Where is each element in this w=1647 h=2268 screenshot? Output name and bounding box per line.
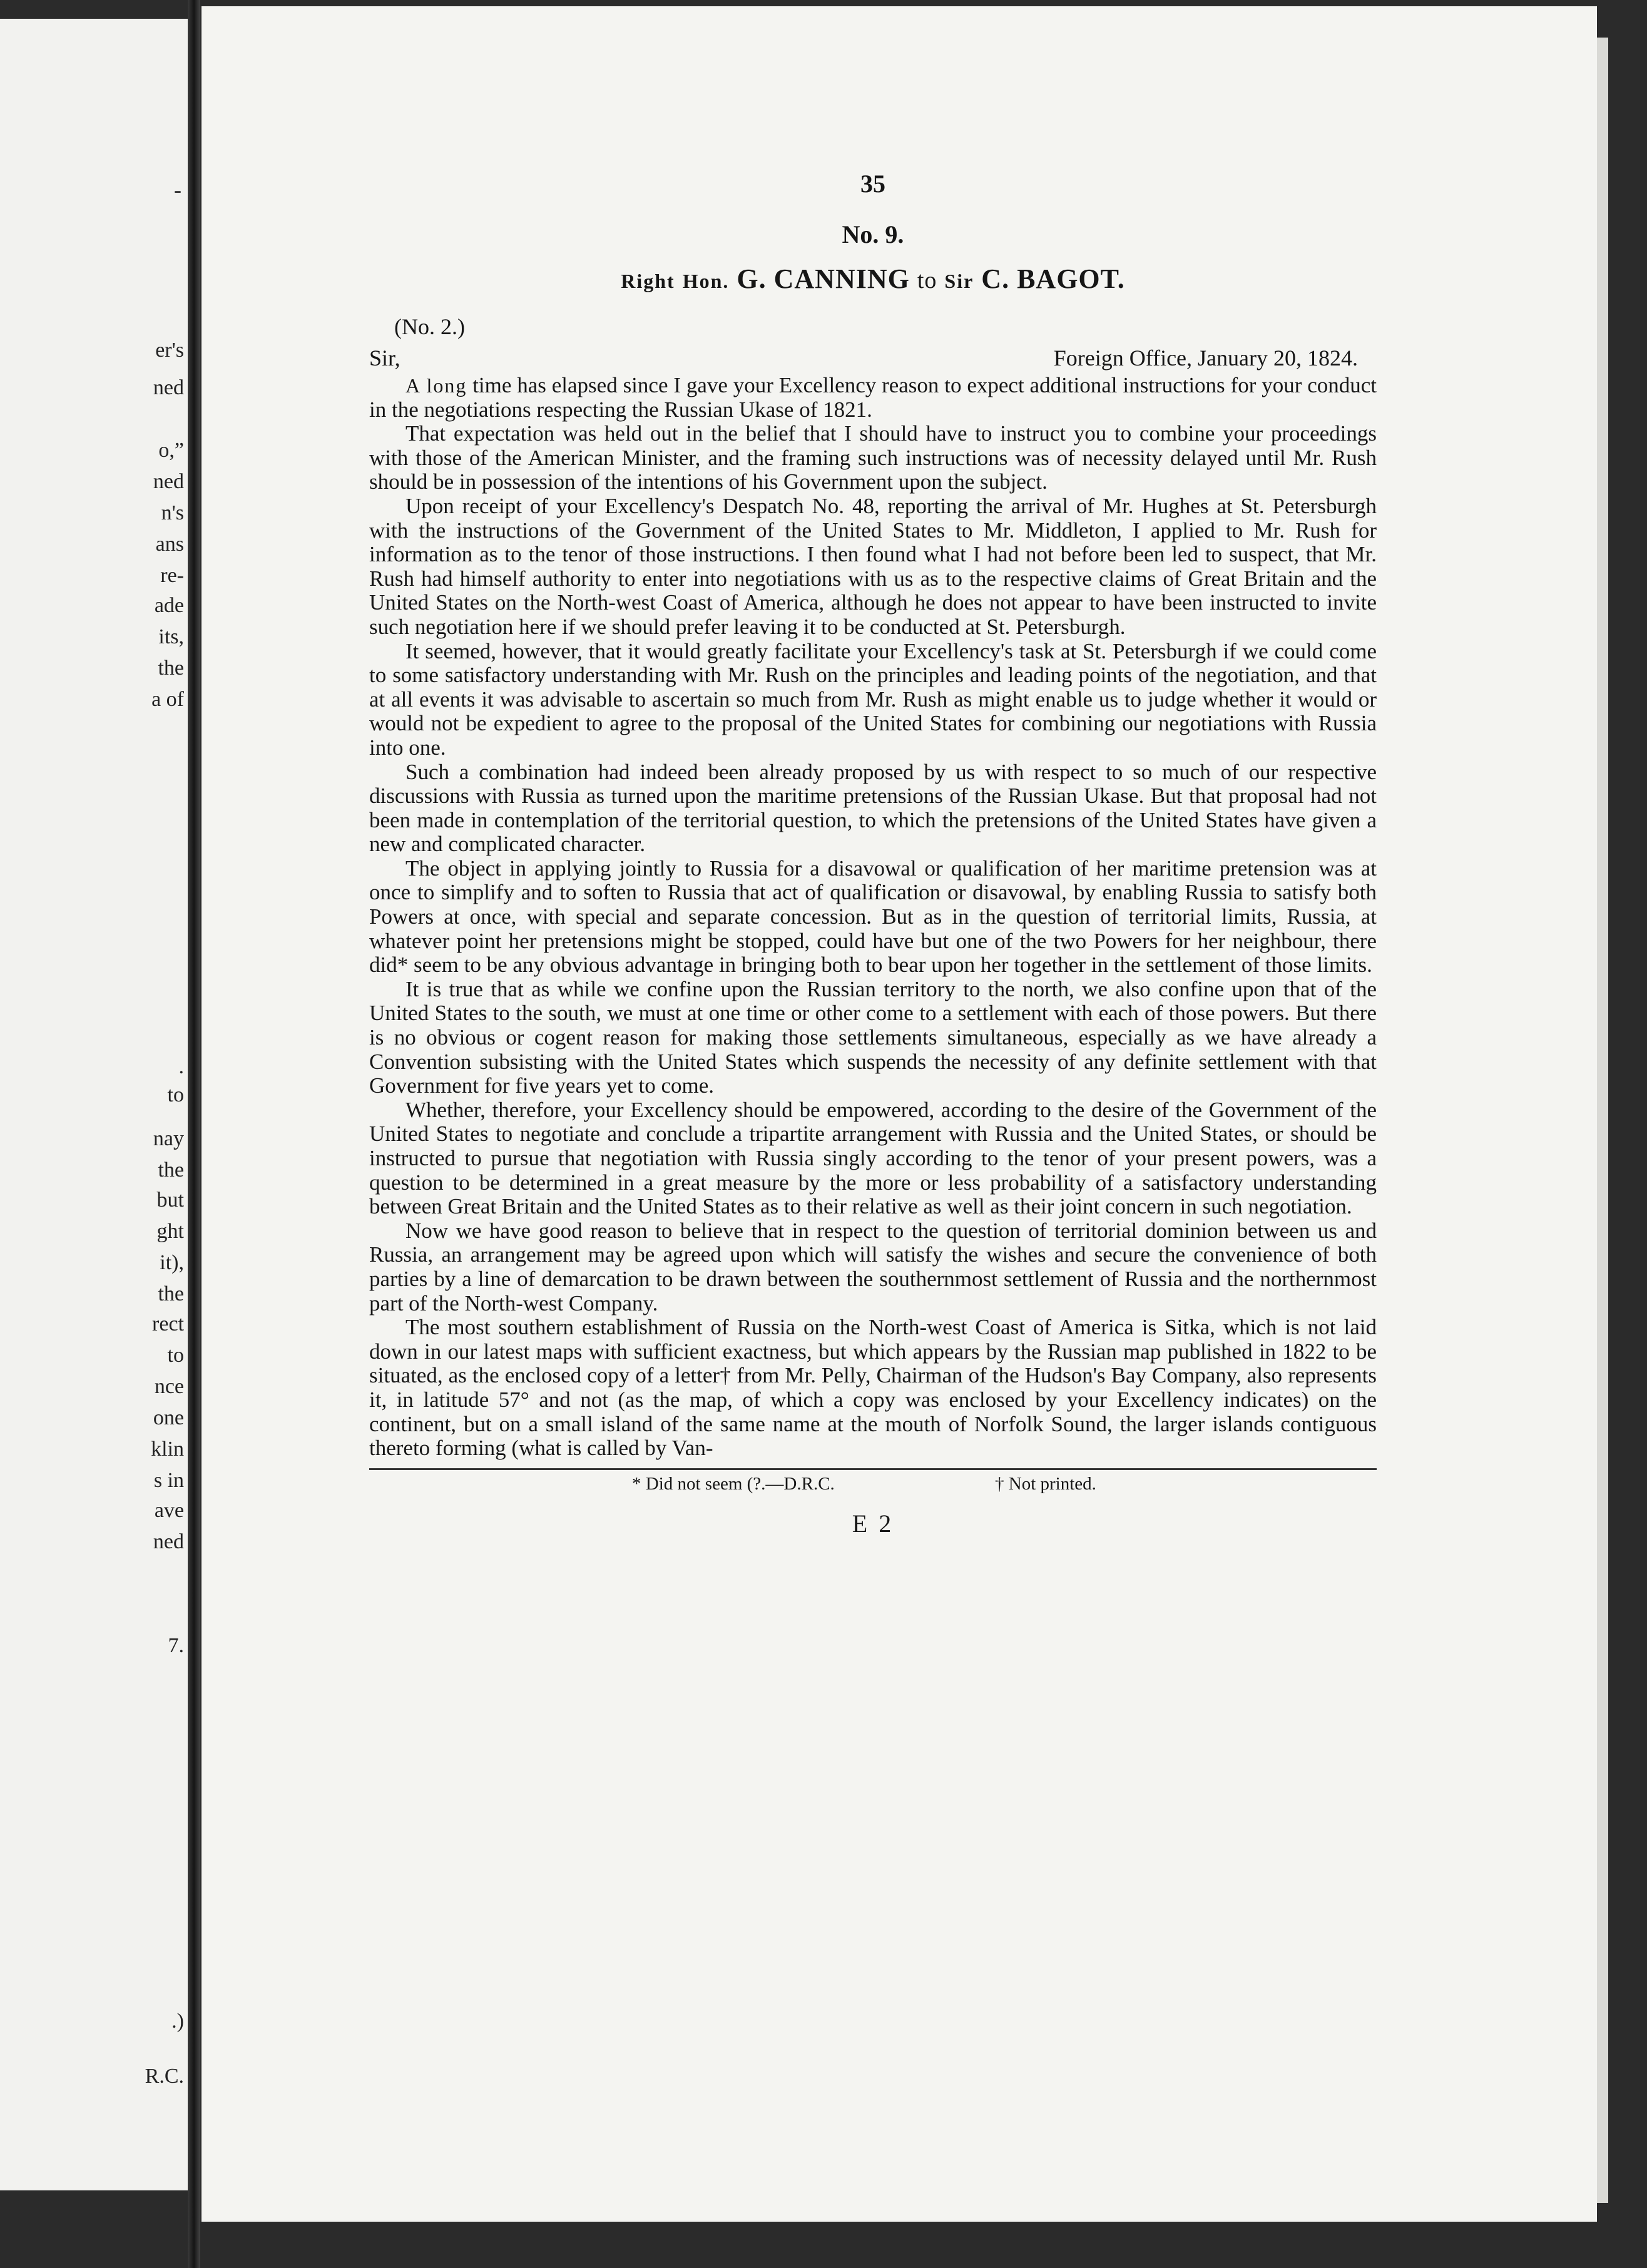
paragraph: Whether, therefore, your Excellency should be empowered, according to the desire of the Government of the United States to negotiate and conclude a tripartite arrangement with Russia and the United States, or should be instructed to pursue that negotiation with Russia singly according to the tenor of your present powers, was a question to be determined in a great measure by the more or less probability of a satisfactory understanding between Great Britain and the United States as to their relative as well as their joint concern in such negotiation. <box>369 1097 1377 1219</box>
page-number: 35 <box>860 170 885 198</box>
left-page-edge <box>0 19 188 2190</box>
letter-heading <box>369 263 1377 295</box>
paragraph: Now we have good reason to believe that in respect to the question of territorial dominion between us and Russia, an arrangement may be agreed upon which will satisfy the wishes and secure the convenience of both parties by a line of demarcation to be drawn between the southernmost settlement of Russia and the northernmost part of the North-west Company. <box>369 1218 1377 1315</box>
opening-smallcaps: A long <box>405 374 467 397</box>
left-page-fragment: s in <box>153 1469 184 1492</box>
letter-body <box>369 374 1377 1461</box>
left-page-fragment: ans <box>155 533 184 556</box>
left-page-fragment: the <box>158 656 184 680</box>
footnote-2: † Not printed. <box>995 1473 1096 1494</box>
left-page-fragment: nay <box>153 1127 184 1150</box>
left-page-fragment: re- <box>160 564 184 587</box>
salutation: Sir, <box>369 345 400 370</box>
paragraph: It is true that as while we confine upon the Russian territory to the north, we also confine upon that of the United States to the south, we must at one time or other come to a settlement with each of those powers. But there is no obvious or cogent reason for making those settlements simultaneous, especially as we have already a Convention subsisting with the United States which suspends the necessity of any definite settlement with that Government for five years yet to come. <box>369 976 1377 1098</box>
left-page-fragment: a of <box>151 688 184 711</box>
heading-sir: Sir <box>944 270 974 292</box>
left-page-fragment: ade <box>154 594 184 617</box>
left-page-fragment: the <box>158 1158 184 1182</box>
left-page-fragment: ned <box>153 1530 184 1553</box>
heading-to: to <box>917 267 937 294</box>
footnotes <box>369 1474 1377 1500</box>
left-page-fragment: ave <box>154 1499 184 1522</box>
left-page-fragment: nce <box>154 1375 184 1398</box>
place-date: Foreign Office, January 20, 1824. <box>1053 345 1358 370</box>
page-edge-shadow <box>1597 38 1608 2203</box>
left-page-fragment: ght <box>156 1220 184 1243</box>
paragraph: Such a combination had indeed been already proposed by us with respect to so much of our respective discussions with Russia as turned upon the maritime pretensions of the Russian Ukase. But that proposal had not been made in contemplation of the territorial question, to which the pretensions of the United States have given a new and complicated character. <box>369 759 1377 857</box>
heading-right: Right <box>621 270 675 292</box>
left-page-fragment: klin <box>151 1438 184 1461</box>
left-page-fragment: the <box>158 1282 184 1305</box>
left-page-fragment: er's <box>155 339 184 362</box>
salutation-row <box>369 345 1377 374</box>
page-content <box>369 169 1377 1538</box>
paragraph: The object in applying jointly to Russia for a disavowal or qualification of her maritime pretension was at once to simplify and to soften to Russia that act of qualification or disavowal, by enabling Russia to satisfy both Powers at once, with special and separate concession. But as in the question of territorial limits, Russia, at whatever point her pretensions might be stopped, could have but one of the two Powers for her neighbour, there did* seem to be any obvious advantage in bringing both to bear upon her together in the settlement of those limits. <box>369 856 1377 978</box>
paragraph: The most southern establishment of Russia on the North-west Coast of America is Sitka, which is not laid down in our latest maps with sufficient exactness, but which appears by the Russian map published in 1822 to be situated, as the enclosed copy of a letter† from Mr. Pelly, Chairman of the Hudson's Bay Company, also represents it, in latitude 57° and not (as the map, of which a copy was enclosed by your Excellency indicates) on the continent, but on a small island of the same name at the mouth of Norfolk Sound, the larger islands contiguous thereto forming (what is called by Van- <box>369 1315 1377 1461</box>
paragraph-text: time has elapsed since I gave your Excellency reason to expect additional instructions for your conduct in the negotiations respecting the Russian Ukase of 1821. <box>369 373 1377 422</box>
left-page-fragment: . <box>178 1055 184 1078</box>
paragraph: That expectation was held out in the belief that I should have to instruct you to combine your proceedings with those of the American Minister, and the framing such instructions was of necessity delayed until Mr. Rush should be in possession of the intentions of his Government upon the subject. <box>369 421 1377 494</box>
paragraph: It seemed, however, that it would greatly facilitate your Excellency's task at St. Petersburgh if we could come to some satisfactory understanding with Mr. Rush on the principles and leading points of the negotiation, and that at all events it was advisable to ascertain so much from Mr. Rush as might enable us to judge whether it would or would not be expedient to agree to the proposal of the United States for combining our negotiations with Russia into one. <box>369 638 1377 760</box>
left-page-fragment: o,” <box>158 439 184 462</box>
book-gutter <box>188 0 200 2268</box>
left-page-fragment: n's <box>161 501 184 524</box>
despatch-number: (No. 2.) <box>394 314 465 339</box>
left-page-fragment: R.C. <box>145 2065 184 2088</box>
paragraph: Upon receipt of your Excellency's Despatch No. 48, reporting the arrival of Mr. Hughes at St. Petersburgh with the instructions of the Government of the United States to Mr. Middleton, I applied to Mr. Rush for information as to the tenor of those instructions. I then found what I had not before been led to suspect, that Mr. Rush had himself authority to enter into negotiations with us as to the respective claims of Great Britain and the United States on the North-west Coast of America, although he does not appear to have been instructed to invite such negotiation here if we should prefer leaving it to be conducted at St. Petersburgh. <box>369 493 1377 639</box>
heading-sender: G. CANNING <box>737 263 910 294</box>
footnote-1: * Did not seem (?.—D.R.C. <box>632 1473 835 1494</box>
signature-mark: E 2 <box>852 1509 894 1538</box>
paragraph <box>369 374 1377 422</box>
left-page-fragment: but <box>156 1188 184 1212</box>
left-page-fragment: .) <box>171 2010 184 2033</box>
heading-recipient: C. BAGOT. <box>981 263 1125 294</box>
left-page-fragment: 7. <box>168 1634 184 1657</box>
corner-mark: - <box>174 177 181 202</box>
heading-hon: Hon. <box>682 270 730 292</box>
footnote-rule <box>369 1468 1377 1470</box>
left-page-fragment: to <box>167 1083 184 1106</box>
left-page-fragment: it), <box>160 1251 184 1274</box>
left-page-fragment: ned <box>153 376 184 399</box>
document-number: No. 9. <box>842 220 904 248</box>
left-page-fragment: rect <box>152 1312 184 1336</box>
left-page-fragment: its, <box>158 625 184 648</box>
left-page-fragment: ned <box>153 470 184 493</box>
left-page-fragment: to <box>167 1344 184 1367</box>
left-page-fragment: one <box>153 1406 184 1429</box>
